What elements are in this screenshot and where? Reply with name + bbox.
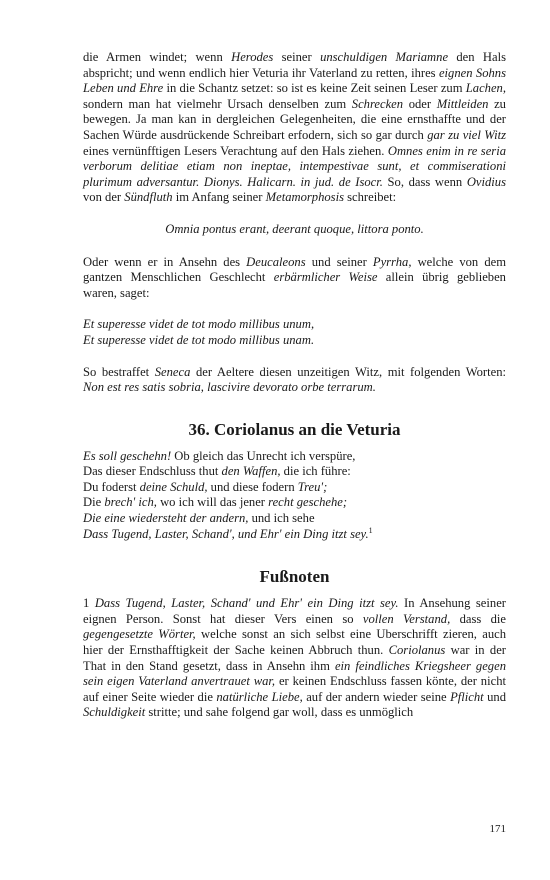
poem-line [83,527,506,543]
text-run: und seiner [305,254,373,269]
italic-run: den Waffen, [221,464,281,479]
italic-run: Deucaleons [246,254,306,269]
text-run: und diese fodern [207,479,298,494]
italic-run: Pflicht [450,689,484,704]
italic-run: Mittleiden [436,96,489,111]
paragraph-deucalion [83,255,506,302]
text-run: stritte; und sahe folgend gar woll, dass es unmöglich [145,705,414,720]
italic-run: Es soll geschehn! [83,448,172,463]
italic-run: Dass Tugend, Laster, Schand', und Ehr' ein Ding itzt sey. [83,526,369,541]
text-run: Das dieser Endschluss thut [83,464,222,479]
footnote-ref[interactable]: 1 [368,525,373,535]
italic-run: natürliche Liebe, [216,689,303,704]
text-run: Du foderst [83,479,140,494]
text-run: So bestraffet [83,364,155,379]
paragraph-intro [83,50,506,206]
text-run: 1 [83,596,95,611]
ovid-quote: Omnia pontus erant, deerant quoque, littora ponto. [165,221,424,236]
italic-run: Metamorphosis [265,190,344,205]
text-run: von der [83,190,125,205]
text-run: dass die [450,611,507,626]
text-run: So, dass wenn [382,174,467,189]
verse-line: Et superesse videt de tot modo millibus unam. [83,332,315,347]
text-run: allein übrig geblieben waren, saget: [83,270,506,300]
poem [83,449,506,543]
italic-run: gar zu viel Witz [427,127,507,142]
italic-run: Pyrrha, [372,254,412,269]
text-run: Die [83,495,105,510]
italic-run: Seneca [154,364,191,379]
italic-run: Dass Tugend, Laster, Schand' und Ehr' ein Ding itzt sey. [94,596,399,611]
italic-run: Coriolanus [388,643,446,658]
text-run: den Hals abspricht; und wenn endlich hier Veturia ihr Vaterland zu retten, ihres [83,50,506,80]
latin-verse [83,317,506,348]
page-number: 171 [489,823,506,835]
poem-line [83,511,506,527]
text-run: und [483,689,506,704]
italic-run: ein feindliches Kriegsheer gegen sein eigen Vaterland anvertrauet war, [83,658,506,689]
italic-run: Sündfluth [124,190,173,205]
text-run: er keinen Endschluss fassen könte, der nicht auf einer Seite wieder die [83,674,506,704]
italic-run: Schuldigkeit [83,705,146,720]
text-run: seiner [273,50,321,64]
document-page [83,50,506,721]
italic-run: Lachen, [465,81,506,96]
text-run: zu bewegen. Ja man kan in dergleichen Gelegenheiten, die eine ernsthaffte und der Sachen Würde ausdrückende Schreibart erfodern, sich so gar durch [83,96,506,142]
italic-run: recht geschehe; [268,495,348,510]
text-run: der Aeltere diesen unzeitigen Witz, mit folgenden Worten: [190,364,506,379]
italic-run: Schrecken [351,96,404,111]
italic-run: Non est res satis sobria, lascivire devorato orbe terrarum. [83,380,376,395]
text-run: Ob gleich das Unrecht ich verspüre, [171,448,356,463]
italic-run: gegengesetzte Wörter, [83,627,196,642]
text-run: in die Schantz setzet: so ist es keine Zeit seinen Leser zum [163,81,466,96]
italic-run: brech' ich, [104,495,157,510]
text-run: schreibet: [343,190,397,205]
italic-run: vollen Verstand, [362,611,451,626]
poem-line [83,495,506,511]
text-run: In Ansehung seiner eignen Person. Sonst hat dieser Vers einen so [83,596,506,626]
italic-run: unschuldigen Mariamne [320,50,449,64]
text-run: die Armen windet; wenn [83,50,232,64]
footnotes-heading: Fußnoten [259,567,330,587]
poem-line [83,480,506,496]
verse-line: Et superesse videt de tot modo millibus unum, [83,317,315,332]
italic-run: Treu'; [297,479,328,494]
text-run: die ich führe: [280,464,351,479]
text-run: auf der andern wieder seine [302,689,451,704]
poem-line [83,449,506,465]
text-run: wo ich will das jener [156,495,269,510]
text-run: im Anfang seiner [172,190,266,205]
text-run: welche sonst an sich selbst eine Uberschrifft zieren, auch hier der Ernsthafftigkeit der Sache keinen Abbruch thun. [83,627,506,658]
section-heading: 36. Coriolanus an die Veturia [188,419,401,439]
italic-run: Herodes [231,50,274,64]
poem-line [83,464,506,480]
text-run: war in der That in den Stand gesetzt, dass in Ansehn ihm [83,643,506,673]
text-run: welche von dem gantzen Menschlichen Geschlecht [83,254,506,285]
italic-run: erbärmlicher Weise [273,270,378,285]
text-run: und ich sehe [248,511,315,526]
italic-run: eignen Sohns Leben und Ehre [83,65,507,96]
italic-run: Omnes enim in re seria verborum delitiae etiam non ineptae, intempestivae sunt, et commiserationi plurimum adversantur. Dionys. Halicarn. in jud. de Isocr. [83,143,506,189]
footnote-text [83,596,506,721]
italic-run: deine Schuld, [139,479,208,494]
text-run: eines vernünfftigen Lesers Verachtung auf den Hals ziehen. [83,143,388,158]
text-run: oder [403,96,437,111]
text-run: sondern man hat vielmehr Ursach denselben zum [83,96,352,111]
paragraph-seneca [83,365,506,396]
text-run: Oder wenn er in Ansehn des [83,254,247,269]
italic-run: Ovidius [466,174,506,189]
italic-run: Die eine wiedersteht der andern, [83,511,249,526]
